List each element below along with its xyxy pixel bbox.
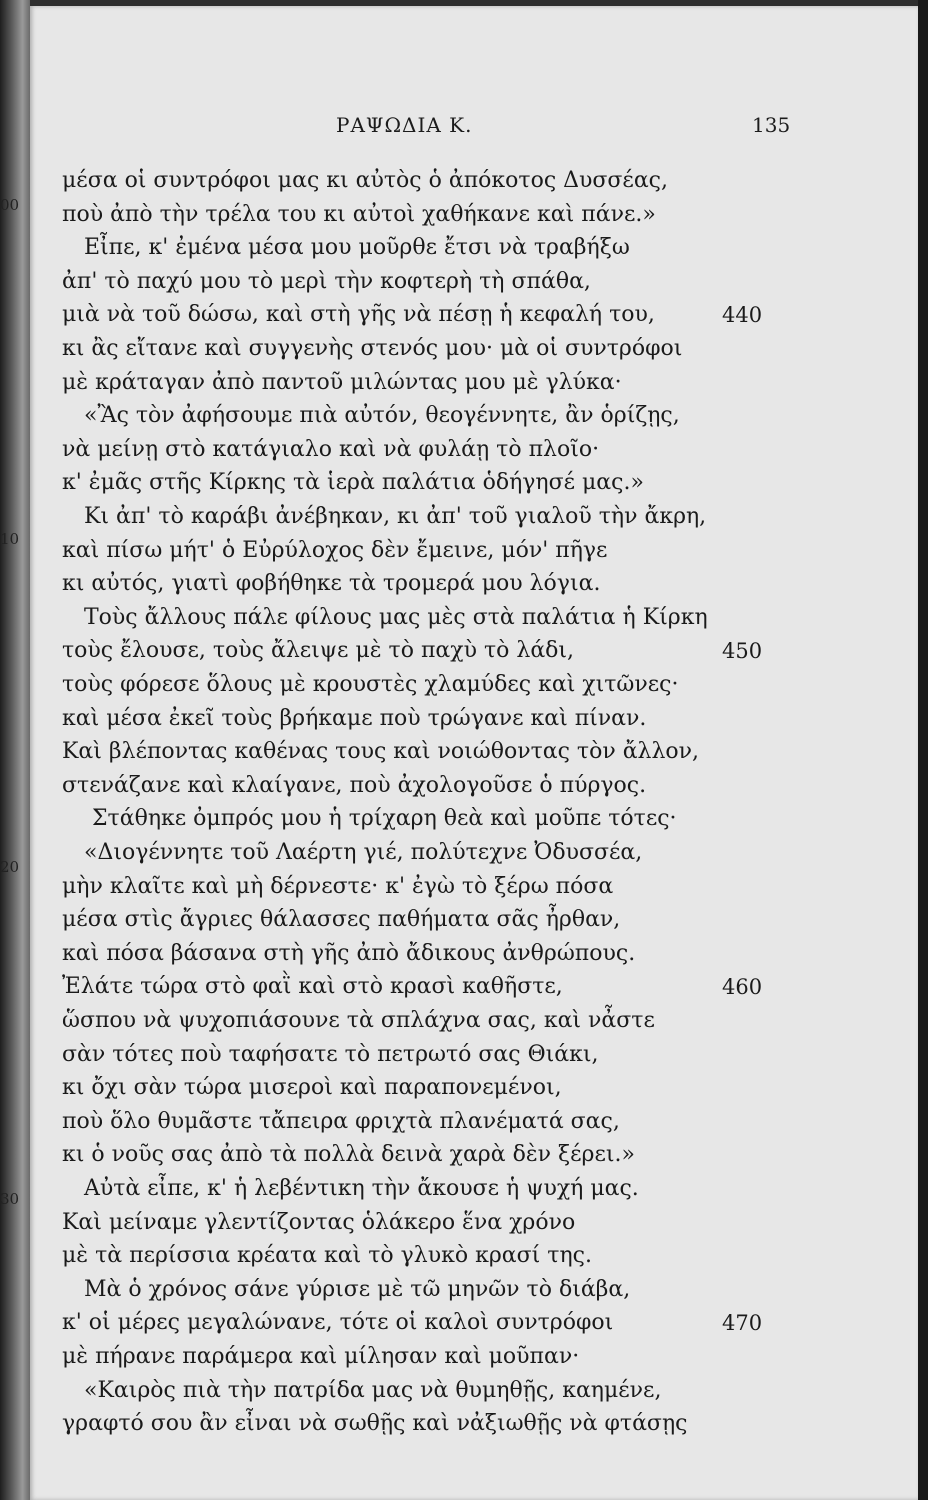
verse-line [0, 735, 928, 769]
verse-text: τοὺς ἔλουσε, τοὺς ἄλειψε μὲ τὸ παχὺ τὸ λάδι, [62, 638, 575, 663]
margin-number: 00 [0, 196, 20, 214]
verse-text: «Ἂς τὸν ἀφήσουμε πιὰ αὐτόν, θεογέννητε, ἂν ὁρίζῃς, [84, 403, 680, 428]
verse-line [0, 1071, 928, 1105]
verse-text: ἀπ' τὸ παχύ μου τὸ μερὶ τὴν κοφτερὴ τὴ σπάθα, [62, 269, 591, 294]
verse-text: στενάζανε καὶ κλαίγανε, ποὺ ἀχολογοῦσε ὁ πύργος. [62, 773, 647, 798]
verse-line [0, 1306, 928, 1340]
verse-line [0, 399, 928, 433]
verse-line [0, 1105, 928, 1139]
verse-text: μέσα στὶς ἄγριες θάλασσες παθήματα σᾶς ἦρθαν, [62, 907, 621, 932]
verse-line [0, 1172, 928, 1206]
verse-line [0, 567, 928, 601]
verse-line [0, 769, 928, 803]
verse-line [0, 1004, 928, 1038]
verse-text: ποὺ ἀπὸ τὴν τρέλα του κι αὐτοὶ χαθήκανε καὶ πάνε.» [62, 202, 656, 227]
verse-text: Καὶ μείναμε γλεντίζοντας ὁλάκερο ἕνα χρόνο [62, 1210, 576, 1235]
verse-text: σὰν τότες ποὺ ταφήσατε τὸ πετρωτό σας Θιάκι, [62, 1042, 599, 1067]
verse-line [0, 231, 928, 265]
verse-text: μὲ τὰ περίσσια κρέατα καὶ τὸ γλυκὸ κρασί της. [62, 1243, 592, 1268]
verse-text: καὶ πόσα βάσανα στὴ γῆς ἀπὸ ἄδικους ἀνθρώπους. [62, 941, 636, 966]
line-number: 440 [722, 303, 763, 327]
verse-line [0, 265, 928, 299]
verse-text: καὶ πίσω μήτ' ὁ Εὐρύλοχος δὲν ἔμεινε, μόν' πῆγε [62, 538, 608, 563]
verse-line [0, 366, 928, 400]
verse-text: κι αὐτός, γιατὶ φοβήθηκε τὰ τρομερά μου λόγια. [62, 571, 601, 596]
running-title: ΡΑΨΩΔΙΑ Κ. [336, 113, 473, 137]
verse-line [0, 1340, 928, 1374]
verse-line [0, 1138, 928, 1172]
verse-text: κ' οἱ μέρες μεγαλώνανε, τότε οἱ καλοὶ συντρόφοι [62, 1310, 614, 1335]
verse-line [0, 433, 928, 467]
verse-line [0, 198, 928, 232]
verse-line [0, 870, 928, 904]
verse-line [0, 668, 928, 702]
margin-number: 30 [0, 1190, 20, 1208]
verse-text: Μὰ ὁ χρόνος σάνε γύρισε μὲ τῶ μηνῶν τὸ διάβα, [84, 1277, 631, 1302]
verse-line [0, 903, 928, 937]
verse-text: μὴν κλαῖτε καὶ μὴ δέρνεστε· κ' ἐγὼ τὸ ξέρω πόσα [62, 874, 614, 899]
verse-text: Καὶ βλέποντας καθένας τους καὶ νοιώθοντας τὸν ἄλλον, [62, 739, 700, 764]
verse-text: κ' ἐμᾶς στῆς Κίρκης τὰ ἱερὰ παλάτια ὁδήγησέ μας.» [62, 470, 644, 495]
verse-text: καὶ μέσα ἐκεῖ τοὺς βρήκαμε ποὺ τρώγανε καὶ πίναν. [62, 706, 647, 731]
verse-line [0, 937, 928, 971]
line-number: 470 [722, 1311, 763, 1335]
page-number: 135 [752, 113, 791, 137]
verse-line [0, 1239, 928, 1273]
verse-text: «Διογέννητε τοῦ Λαέρτη γιέ, πολύτεχνε Ὀδυσσέα, [84, 840, 643, 865]
line-number: 460 [722, 975, 763, 999]
verse-text: Στάθηκε ὀμπρός μου ἡ τρίχαρη θεὰ καὶ μοῦπε τότες· [92, 806, 677, 831]
verse-line [0, 1374, 928, 1408]
verse-line [0, 1407, 928, 1441]
verse-line [0, 1038, 928, 1072]
verse-text: «Καιρὸς πιὰ τὴν πατρίδα μας νὰ θυμηθῇς, καημένε, [84, 1378, 662, 1403]
verse-text: Εἶπε, κ' ἐμένα μέσα μου μοῦρθε ἔτσι νὰ τραβήξω [84, 235, 630, 260]
verse-text: κι ὄχι σὰν τώρα μισεροὶ καὶ παραπονεμένοι, [62, 1075, 562, 1100]
verse-text: Αὐτὰ εἶπε, κ' ἡ λεβέντικη τὴν ἄκουσε ἡ ψυχή μας. [84, 1176, 639, 1201]
verse-text: Κι ἀπ' τὸ καράβι ἀνέβηκαν, κι ἀπ' τοῦ γιαλοῦ τὴν ἄκρη, [84, 504, 707, 529]
verse-line [0, 534, 928, 568]
verse-line [0, 702, 928, 736]
margin-number: 10 [0, 530, 20, 548]
verse-text: τοὺς φόρεσε ὅλους μὲ κρουστὲς χλαμύδες καὶ χιτῶνες· [62, 672, 679, 697]
verse-text: Ἐλάτε τώρα στὸ φαῒ καὶ στὸ κρασὶ καθῆστε, [62, 974, 563, 999]
verse-text: μὲ κράταγαν ἀπὸ παντοῦ μιλώντας μου μὲ γλύκα· [62, 370, 622, 395]
verse-text: μιὰ νὰ τοῦ δώσω, καὶ στὴ γῆς νὰ πέσῃ ἡ κεφαλή του, [62, 302, 655, 327]
verse-text: ποὺ ὅλο θυμᾶστε τἄπειρα φριχτὰ πλανέματά σας, [62, 1109, 620, 1134]
verse-text: μέσα οἱ συντρόφοι μας κι αὐτὸς ὁ ἀπόκοτος Δυσσέας, [62, 168, 668, 193]
margin-number: 20 [0, 858, 20, 876]
verse-line [0, 466, 928, 500]
verse-line [0, 298, 928, 332]
verse-line [0, 634, 928, 668]
verse-text: ὥσπου νὰ ψυχοπιάσουνε τὰ σπλάχνα σας, καὶ νἆστε [62, 1008, 655, 1033]
verse-line [0, 802, 928, 836]
verse-line [0, 164, 928, 198]
verse-line [0, 970, 928, 1004]
verse-text: Τοὺς ἄλλους πάλε φίλους μας μὲς στὰ παλάτια ἡ Κίρκη [84, 605, 708, 630]
line-number: 450 [722, 639, 763, 663]
page-header [0, 113, 928, 143]
verse-text: μὲ πήρανε παράμερα καὶ μίλησαν καὶ μοῦπαν· [62, 1344, 580, 1369]
verse-text: γραφτό σου ἂν εἶναι νὰ σωθῇς καὶ νἀξιωθῇς νὰ φτάσῃς [62, 1411, 688, 1436]
verse-line [0, 1273, 928, 1307]
verse-text: κι ἂς εἴτανε καὶ συγγενὴς στενός μου· μὰ οἱ συντρόφοι [62, 336, 683, 361]
verse-line [0, 1206, 928, 1240]
verse-text: νὰ μείνῃ στὸ κατάγιαλο καὶ νὰ φυλάῃ τὸ πλοῖο· [62, 437, 600, 462]
verse-line [0, 500, 928, 534]
verse-line [0, 601, 928, 635]
verse-line [0, 332, 928, 366]
verse-line [0, 836, 928, 870]
verse-text: κι ὁ νοῦς σας ἀπὸ τὰ πολλὰ δεινὰ χαρὰ δὲν ξέρει.» [62, 1142, 635, 1167]
